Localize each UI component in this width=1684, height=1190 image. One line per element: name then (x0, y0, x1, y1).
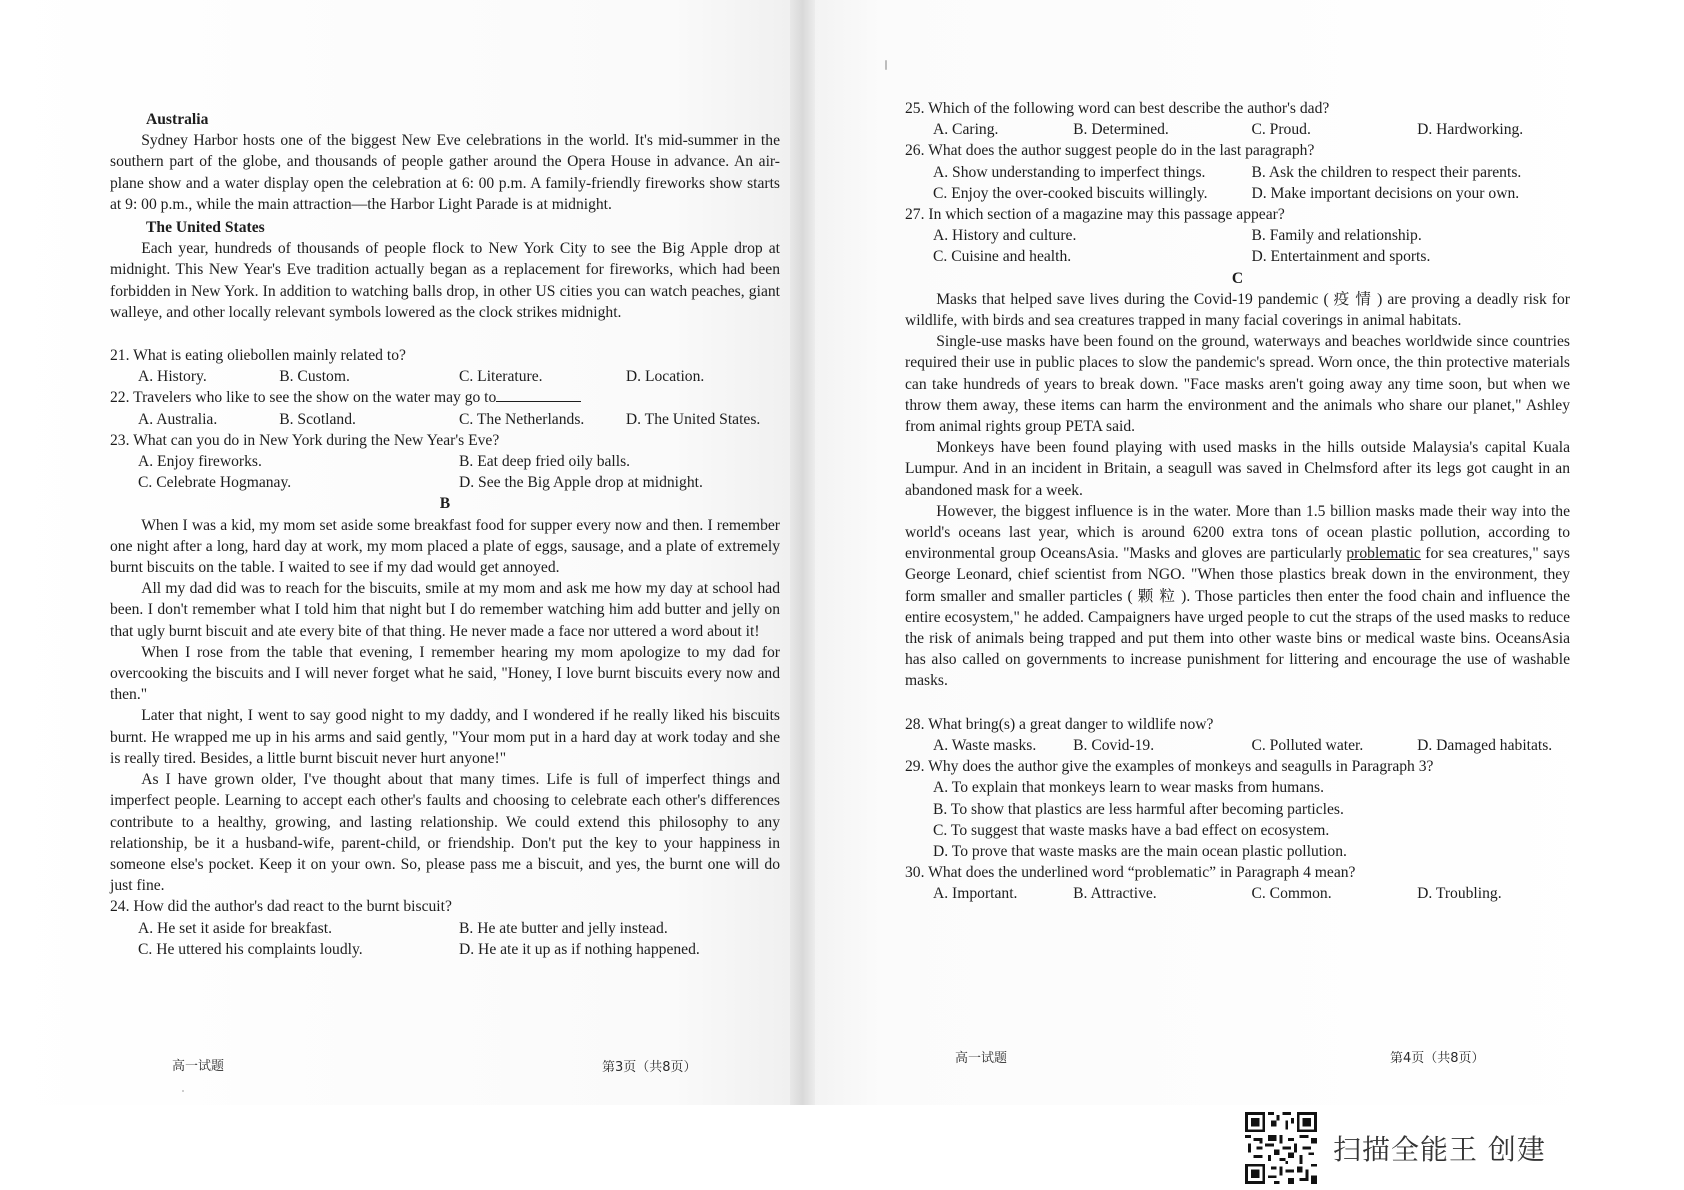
page-fold-shadow (790, 0, 815, 1105)
question-23-options (138, 451, 780, 493)
option-b: B. He ate butter and jelly instead. (459, 919, 668, 937)
question-24 (110, 896, 780, 960)
question-21-options (138, 366, 780, 387)
question-29 (905, 756, 1570, 862)
passage-b-paragraph-1: When I was a kid, my mom set aside some breakfast food for supper every now and then. I remember one night after a long, hard day at work, my mom placed a plate of eggs, sausage, and a plate of extremely burnt biscuits on the table. I waited to see if my dad would get annoyed. (110, 516, 780, 577)
option-c: C. Literature. (458, 368, 543, 386)
scanner-watermark (1245, 1105, 1546, 1190)
question-28-options (933, 735, 1570, 756)
heading-united-states: The United States (146, 219, 265, 237)
footer-page-number-left: 第3页（共8页） (602, 1060, 697, 1075)
question-28 (905, 714, 1570, 756)
passage-c-paragraph-3: Monkeys have been found playing with used masks in the hills outside Malaysia's capital Kuala Lumpur. And in an incident in Britain, a seagull was saved in Chelmsford after its legs got caught in an abandoned mask for a week. (905, 439, 1570, 499)
option-a: A. Show understanding to imperfect things. (933, 163, 1206, 181)
question-29-options (933, 777, 1570, 862)
passage-c-paragraph-2: Single-use masks have been found on the ground, waterways and beaches worldwide since countries required their use in public places to slow the pandemic's spread. Worn once, the thin protective materials can take hundreds of years to break down. "Face masks aren't going away any time soon, but when we throw them away, these items can harm the environment and the animals who share our planet," Ashley from animal rights group PETA said. (905, 333, 1570, 436)
option-c: C. He uttered his complaints loudly. (138, 940, 363, 958)
scan-speck (885, 60, 887, 70)
question-26-stem: 26. What does the author suggest people do in the last paragraph? (905, 142, 1315, 160)
option-a: A. Australia. (138, 410, 218, 428)
option-b: B. Attractive. (1073, 885, 1157, 903)
option-d: D. The United States. (625, 410, 761, 428)
option-a: A. Important. (933, 885, 1018, 903)
option-a: A. History. (138, 368, 207, 386)
passage-b-paragraph-3: When I rose from the table that evening, I remember hearing my mom apologize to my dad for overcooking the biscuits and I will never forget what he said, "Honey, I love burnt biscuits every now and then." (110, 643, 780, 704)
question-22-text: 22. Travelers who like to see the show on the water may go to (110, 389, 497, 407)
option-b: B. Custom. (279, 368, 350, 386)
option-c: C. Proud. (1251, 121, 1311, 139)
paragraph-australia: Sydney Harbor hosts one of the biggest New Eve celebrations in the world. It's mid-summer in the southern part of the globe, and thousands of people gather around the Opera House in advance. An air-plane show and a water display open the celebration at 6: 00 p.m. A family-friendly fireworks show starts at 9: 00 p.m., while the main attraction—the Harbor Light Parade is at midnight. (110, 132, 780, 213)
option-d: D. Troubling. (1417, 885, 1502, 903)
option-c: C. The Netherlands. (458, 410, 585, 428)
paragraph-4-text-before: However, the biggest influence is in the water. More than 1.5 billion masks made their way into the world's oceans last year, which is around 6200 extra tons of ocean plastic pollution, according to environmental group OceansAsia. "Masks and gloves are particularly (905, 502, 1570, 563)
option-b: B. Family and relationship. (1251, 227, 1422, 245)
paragraph-united-states: Each year, hundreds of thousands of people flock to New York City to see the Big Apple drop at midnight. This New Year's Eve tradition actually began as a replacement for fireworks, which had been forbidden in New York. In addition to watching balls drop, in other US cities you can watch peaches, giant walleye, and other locally relevant symbols lowered as the clock strikes midnight. (110, 240, 780, 321)
option-d: D. Make important decisions on your own. (1251, 184, 1520, 202)
passage-c-paragraph-4 (905, 501, 1570, 692)
section-b-label: B (439, 495, 451, 513)
question-27-stem: 27. In which section of a magazine may this passage appear? (905, 206, 1285, 224)
passage-b-paragraph-5: As I have grown older, I've thought about that many times. Life is full of imperfect things and imperfect people. Learning to accept each other's faults and choosing to celebrate each other's differences contribute to a healthy, growing, and lasting relationship. We could extend this philosophy to any relationship, be it a husband-wife, parent-child, or friendship. Don't put the key to your happiness in someone else's pocket. Keep it on your own. So, please pass me a biscuit, and yes, the burnt one will do just fine. (110, 771, 780, 895)
question-30-stem: 30. What does the underlined word “problematic” in Paragraph 4 mean? (905, 864, 1356, 882)
option-c: C. Cuisine and health. (933, 248, 1072, 266)
question-22-stem (110, 387, 780, 408)
scan-speck (182, 1090, 184, 1092)
option-b: B. Scotland. (279, 410, 356, 428)
question-22-options (138, 409, 780, 430)
right-page-content (905, 98, 1570, 905)
question-24-stem: 24. How did the author's dad react to the burnt biscuit? (110, 898, 452, 916)
underlined-word-problematic: problematic (1346, 545, 1421, 563)
option-c: C. Common. (1251, 885, 1332, 903)
question-24-options (138, 918, 780, 960)
footer-page-number-right: 第4页（共8页） (1390, 1051, 1485, 1066)
left-page-content (110, 107, 780, 960)
passage-c-paragraph-1: Masks that helped save lives during the Covid-19 pandemic ( 疫 情 ) are proving a deadly risk for wildlife, with birds and sea creatures trapped in many facial coverings in animal habitats. (905, 290, 1570, 330)
option-a: A. To explain that monkeys learn to wear masks from humans. (933, 779, 1324, 797)
paragraph-4-text-after: for sea creatures," says George Leonard, chief scientist from NGO. "When those plastics break down in the environment, they form smaller and smaller particles ( 颗 粒 ). Those particles then enter the food chain and influence the entire ecosystem," he added. Campaigners have urged people to cut the straps of the used masks to reduce the risk of animals being trapped and put them into other waste bins or medical waste bins. OceansAsia has also called on governments to increase punishment for littering and encourage the use of washable masks. (905, 545, 1571, 690)
question-27 (905, 204, 1570, 268)
question-25 (905, 98, 1570, 140)
question-27-options (933, 225, 1570, 267)
passage-b-paragraph-4: Later that night, I went to say good night to my daddy, and I wondered if he really liked his biscuits burnt. He wrapped me up in his arms and said gently, "Your mom put in a hard day at work today and she is really tired. Besides, a little burnt biscuit never hurt anyone!" (110, 707, 780, 767)
option-d: D. To prove that waste masks are the main ocean plastic pollution. (933, 842, 1347, 860)
question-30 (905, 862, 1570, 904)
option-c: C. Enjoy the over-cooked biscuits willingly. (933, 184, 1208, 202)
option-a: A. Enjoy fireworks. (138, 453, 262, 471)
question-25-stem: 25. Which of the following word can best describe the author's dad? (905, 100, 1330, 117)
footer-exam-label-right: 高一试题 (955, 1051, 1008, 1066)
option-c: C. To suggest that waste masks have a bad effect on ecosystem. (933, 821, 1330, 839)
footer-exam-label-left: 高一试题 (172, 1059, 225, 1074)
option-d: D. He ate it up as if nothing happened. (459, 940, 700, 958)
option-a: A. Waste masks. (933, 736, 1037, 754)
question-25-options (933, 119, 1570, 140)
option-a: A. History and culture. (933, 227, 1077, 245)
option-b: B. Covid-19. (1073, 736, 1155, 754)
option-b: B. To show that plastics are less harmful after becoming particles. (933, 800, 1344, 818)
question-26 (905, 140, 1570, 204)
watermark-text: 扫描全能王 创建 (1333, 1132, 1546, 1166)
option-a: A. Caring. (933, 121, 999, 139)
option-d: D. Location. (625, 368, 705, 386)
question-22 (110, 387, 780, 429)
option-b: B. Eat deep fried oily balls. (459, 453, 631, 471)
option-c: C. Polluted water. (1251, 736, 1364, 754)
heading-australia: Australia (146, 111, 209, 128)
option-a: A. He set it aside for breakfast. (138, 919, 332, 937)
option-d: D. Hardworking. (1417, 121, 1524, 139)
option-d: D. See the Big Apple drop at midnight. (459, 474, 703, 492)
option-b: B. Determined. (1073, 121, 1169, 139)
option-d: D. Damaged habitats. (1417, 736, 1553, 754)
question-30-options (933, 883, 1570, 904)
question-21-stem: 21. What is eating oliebollen mainly related to? (110, 347, 406, 365)
qr-code-icon (1245, 1112, 1317, 1184)
section-c-label: C (1231, 269, 1244, 287)
option-d: D. Entertainment and sports. (1251, 248, 1431, 266)
question-21 (110, 345, 780, 387)
question-28-stem: 28. What bring(s) a great danger to wildlife now? (905, 715, 1214, 733)
answer-blank (496, 387, 581, 402)
option-c: C. Celebrate Hogmanay. (138, 474, 292, 492)
question-26-options (933, 162, 1570, 204)
option-b: B. Ask the children to respect their parents. (1251, 163, 1522, 181)
question-23 (110, 430, 780, 494)
question-29-stem: 29. Why does the author give the examples of monkeys and seagulls in Paragraph 3? (905, 758, 1434, 776)
passage-b-paragraph-2: All my dad did was to reach for the biscuits, smile at my mom and ask me how my day at school had been. I don't remember what I told him that night but I do remember watching him add butter and jelly on that ugly burnt biscuit and ate every bite of that thing. He never made a face nor uttered a word about it! (110, 580, 780, 640)
question-23-stem: 23. What can you do in New York during the New Year's Eve? (110, 431, 500, 449)
